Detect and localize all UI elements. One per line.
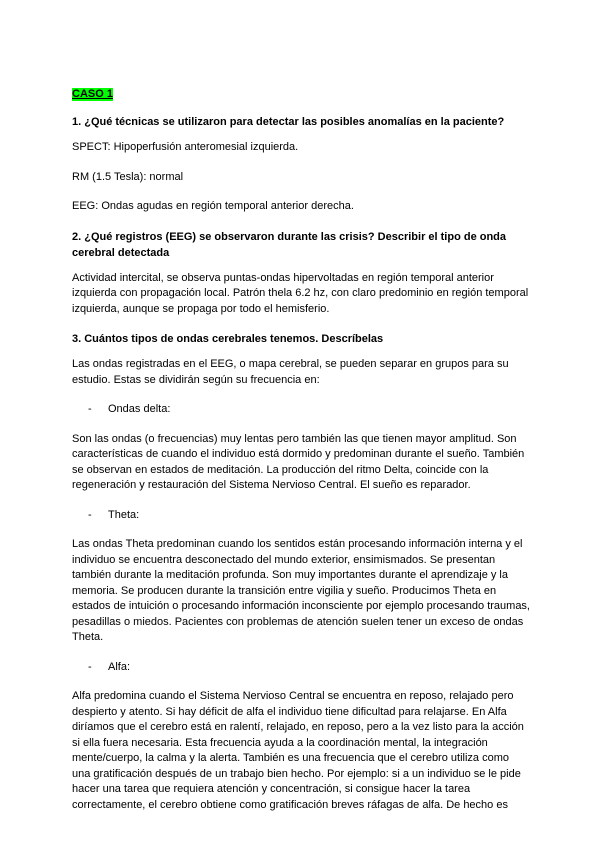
bullet-dash: - xyxy=(88,508,92,521)
bullet-theta-label: Theta: xyxy=(108,508,140,521)
bullet-delta xyxy=(88,402,530,418)
case-title: CASO 1 xyxy=(72,88,113,100)
question-3: 3. Cuántos tipos de ondas cerebrales tenemos. Descríbelas xyxy=(72,333,384,345)
answer-3-intro: Las ondas registradas en el EEG, o mapa cerebral, se pueden separar en grupos para su estudio. Estas se dividirán según su frecuencia en: xyxy=(72,358,509,386)
bullet-alfa xyxy=(88,660,530,676)
bullet-dash: - xyxy=(88,660,92,673)
answer-1-eeg: EEG: Ondas agudas en región temporal anterior derecha. xyxy=(72,200,354,212)
theta-description: Las ondas Theta predominan cuando los sentidos están procesando información interna y el individuo se encuentra desconectado del mundo exterior, ensimismados. Se presentan también durante la meditación profunda. Son muy importantes durante el aprendizaje y la memoria. Se producen durante la transición entre vigilia y sueño. Producimos Theta en estados de intuición o procesando información inconsciente por ejemplo procesando traumas, pesadillas o miedos. Pacientes con problemas de atención suelen tener un exceso de ondas Theta. xyxy=(72,538,530,643)
answer-2: Actividad intercital, se observa puntas-ondas hipervoltadas en región temporal anterior izquierda con propagación local. Patrón thela 6.2 hz, con claro predominio en región temporal izquierda, aunque se propaga por todo el hemisferio. xyxy=(72,271,529,315)
question-2: 2. ¿Qué registros (EEG) se observaron durante las crisis? Describir el tipo de onda cerebral detectada xyxy=(72,230,507,259)
bullet-alfa-label: Alfa: xyxy=(108,660,131,673)
bullet-delta-label: Ondas delta: xyxy=(108,403,171,415)
answer-1-rm: RM (1.5 Tesla): normal xyxy=(72,170,184,183)
delta-description: Son las ondas (o frecuencias) muy lentas pero también las que tienen mayor amplitud. Son características de cuando el individuo está dormido y predominan durante el sueño. También se observan en estados de meditación. La producción del ritmo Delta, coincide con la regeneración y restauración del Sistema Nervioso Central. El sueño es reparador. xyxy=(72,432,525,491)
question-1: 1. ¿Qué técnicas se utilizaron para detectar las posibles anomalías en la paciente? xyxy=(72,116,505,128)
alfa-description: Alfa predomina cuando el Sistema Nervioso Central se encuentra en reposo, relajado pero despierto y atento. Si hay déficit de alfa el individuo tiene dificultad para relajarse. En Alfa diríamos que el cerebro está en ralentí, relajado, en reposo, pero a la vez listo para la acción si ella fuera necesaria. Esta frecuencia ayuda a la coordinación mental, la integración mente/cuerpo, la calma y la alerta. También es una frecuencia que el cerebro utiliza como una gratificación después de un trabajo bien hecho. Por ejemplo: si a un individuo se le pide hacer una tarea que requiera atención y concentración, si consigue hacer la tarea correctamente, el cerebro obtiene como gratificación breves ráfagas de alfa. De hecho es xyxy=(72,690,524,811)
bullet-dash: - xyxy=(88,403,92,415)
bullet-theta xyxy=(88,508,530,524)
answer-1-spect: SPECT: Hipoperfusión anteromesial izquierda. xyxy=(72,141,299,153)
